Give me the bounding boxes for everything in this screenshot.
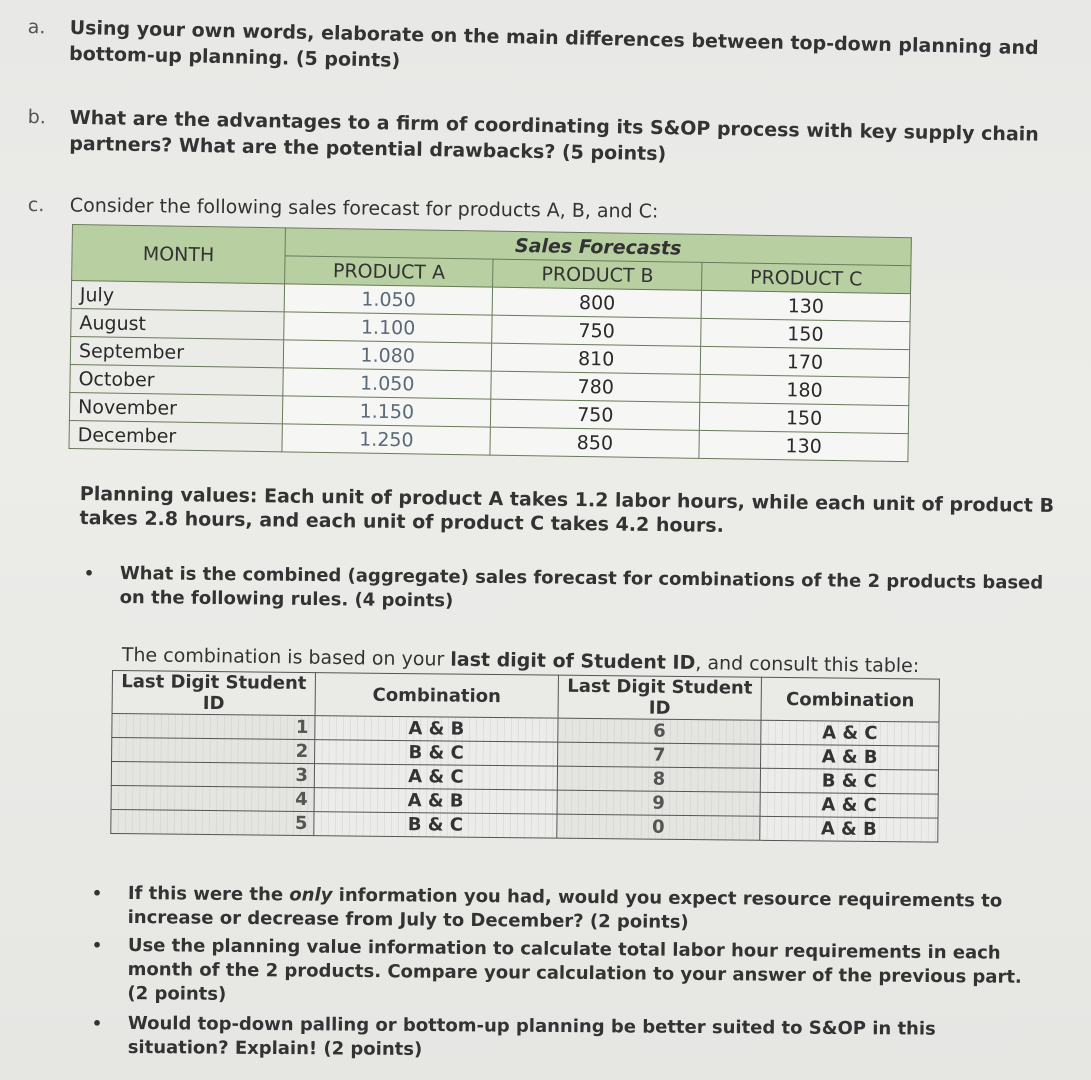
product-c-header: PRODUCT C [702,262,911,293]
product-b-cell: 850 [490,427,699,458]
bullet-icon: • [91,935,103,955]
combination-cell: B & C [760,768,938,794]
caption-text: The combination is based on your [121,644,451,671]
combination-cell: B & C [314,812,557,839]
product-a-cell: 1.100 [284,312,493,343]
planning-values-text: Planning values: Each unit of product A takes 1.2 labor hours, while each unit of product B takes 2.8 hours, and each unit of product C takes 4.2 hours. [79,482,1055,537]
product-c-cell: 150 [699,402,908,433]
product-b-header: PRODUCT B [493,259,702,290]
question-a-letter: a. [27,15,46,39]
digit-cell: 6 [558,718,761,744]
month-cell: October [70,364,283,395]
bullet-italic-text: only [289,884,333,906]
product-c-cell: 170 [700,346,909,377]
combination-cell: A & B [760,816,938,842]
month-cell: December [69,420,282,451]
bullet-resource-requirements [91,882,1028,938]
product-b-cell: 810 [492,343,701,374]
digit-cell: 0 [557,814,760,840]
digit-cell: 2 [112,738,315,764]
product-b-cell: 780 [491,371,700,402]
question-a-text: Using your own words, elaborate on the main differences between top-down planning and bottom-up planning. (5 points) [68,16,1039,72]
product-c-cell: 150 [701,318,910,349]
question-b-text: What are the advantages to a firm of coordinating its S&OP process with key supply chain partners? What are the potential drawbacks? (5 points) [69,106,1039,166]
digit-cell: 1 [112,714,315,740]
caption-bold-text: last digit of Student ID [450,648,696,675]
combination-cell: A & C [761,720,939,746]
bullet-icon: • [91,1013,103,1033]
combination-table [110,670,940,843]
bullet-aggregate-forecast [83,562,1049,620]
product-a-cell: 1.080 [283,340,492,371]
product-b-cell: 750 [491,399,700,430]
product-a-cell: 1.150 [282,396,491,427]
bullet-text: What is the combined (aggregate) sales forecast for combinations of the 2 products based on the following rules. (4 points) [119,562,1044,612]
combination-cell: A & C [760,792,938,818]
digit-cell: 5 [111,809,314,835]
bullet-text-start: If this were the [127,882,290,906]
caption-text-end: , and consult this table: [695,652,920,678]
combination-header: Combination [761,677,939,722]
month-cell: November [69,392,282,423]
digit-cell: 9 [557,790,760,816]
question-b-letter: b. [27,105,47,129]
last-digit-header: Last Digit Student ID [112,671,315,716]
digit-cell: 4 [111,785,314,811]
month-cell: August [71,308,284,339]
bullet-icon: • [91,883,103,903]
digit-cell: 8 [557,766,760,792]
last-digit-header: Last Digit Student ID [558,675,761,720]
digit-cell: 7 [558,742,761,768]
combination-cell: A & C [314,764,557,791]
bullet-text: Use the planning value information to calculate total labor hour requirements in each month of the 2 products. Compare your calculation to your answer of the previous part. (2 points) [127,934,1022,1005]
product-b-cell: 750 [492,315,701,346]
sales-forecast-table [68,224,911,462]
question-c-text: Consider the following sales forecast for products A, B, and C: [69,194,659,223]
digit-cell: 3 [111,762,314,788]
combination-cell: A & B [761,744,939,770]
product-b-cell: 800 [493,287,702,318]
product-a-header: PRODUCT A [285,256,494,287]
bullet-planning-approach [91,1012,1028,1066]
product-a-cell: 1.050 [283,368,492,399]
combination-cell: A & B [315,716,558,743]
product-a-cell: 1.250 [282,424,491,455]
question-c-letter: c. [27,193,45,217]
question-c [28,192,1050,229]
sales-forecasts-header: Sales Forecasts [285,228,911,266]
question-b [27,104,1050,174]
bullet-icon: • [83,563,95,583]
product-c-cell: 130 [701,290,910,321]
combination-header: Combination [315,673,558,719]
month-cell: July [71,281,284,312]
combination-cell: A & B [314,788,557,815]
bullet-labor-hours [91,934,1028,1014]
product-c-cell: 180 [700,374,909,405]
product-a-cell: 1.050 [284,284,493,315]
month-header: MONTH [72,225,286,284]
combination-cell: B & C [315,740,558,767]
month-cell: September [70,336,283,367]
question-a [27,14,1050,87]
product-c-cell: 130 [699,430,908,461]
bullet-text-end: information you had, would you expect resource requirements to increase or decrease from July to December? (2 points) [127,884,1003,933]
bullet-text: Would top-down palling or bottom-up planning be better suited to S&OP in this situation? Explain! (2 points) [127,1013,936,1061]
